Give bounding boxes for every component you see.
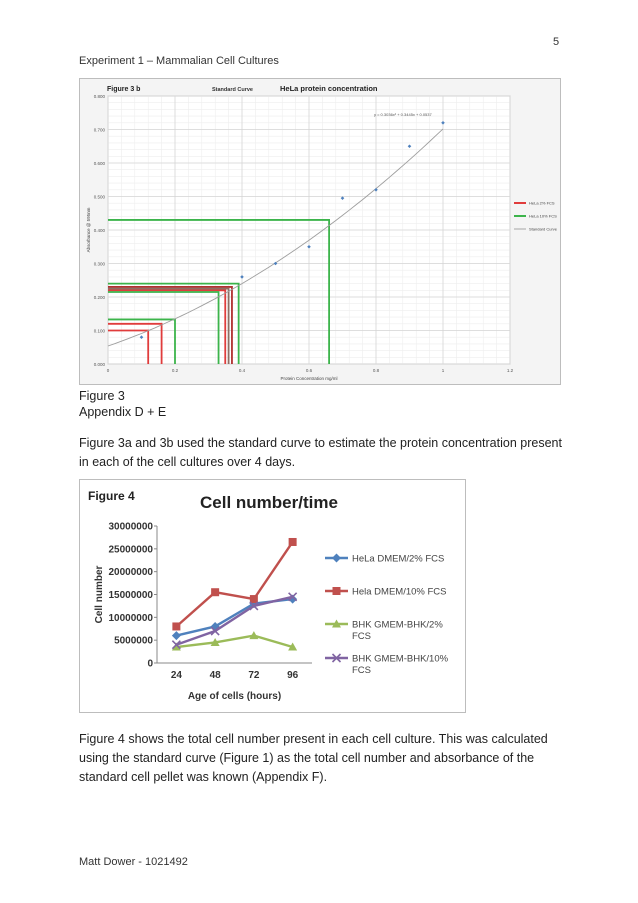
y-tick-label: 5000000 <box>114 635 153 647</box>
y-tick-label: 0.100 <box>93 328 105 334</box>
trendline-equation: y = 0.3036x² + 0.3445x + 0.0537 <box>374 112 432 117</box>
x-axis-title: Protein Concentration mg/ml <box>280 376 338 381</box>
figure-3-description: Figure 3a and 3b used the standard curve to estimate the protein concentration present in each of the cell cultures over 4 days. <box>79 436 562 469</box>
y-tick-label: 15000000 <box>108 590 153 601</box>
data-point <box>289 538 297 546</box>
x-tick-label: 1 <box>441 368 445 373</box>
y-axis-title: Absorbance @ 595nm <box>86 207 91 253</box>
y-tick-label: 0.800 <box>93 94 105 99</box>
x-tick-label: 0.2 <box>171 368 179 373</box>
y-tick-label: 0.600 <box>93 161 105 166</box>
chart-title: HeLa protein concentration <box>280 84 378 93</box>
legend-label: Standard Curve <box>529 226 558 232</box>
y-tick-label: 0.000 <box>93 362 105 367</box>
x-tick-label: 1.2 <box>506 368 514 373</box>
figure-label: Figure 4 <box>88 489 135 503</box>
figure-3b-svg <box>80 79 560 384</box>
x-tick-label: 72 <box>248 670 260 681</box>
x-axis-title: Age of cells (hours) <box>187 691 282 702</box>
x-tick-label: 48 <box>209 670 221 681</box>
y-tick-label: 0 <box>147 658 153 670</box>
series-line <box>176 597 292 645</box>
data-point <box>172 631 181 640</box>
data-point <box>211 588 219 596</box>
figure-3-appendix: Appendix D + E <box>79 405 167 419</box>
y-tick-label: 10000000 <box>108 612 153 624</box>
y-tick-label: 0.200 <box>93 295 105 300</box>
y-tick-label: 0.300 <box>93 261 105 267</box>
legend-marker <box>333 587 341 595</box>
y-tick-label: 0.500 <box>93 194 105 200</box>
legend-label-continued: FCS <box>352 665 371 676</box>
figure-3-caption: Figure 3 <box>79 389 125 403</box>
figure-label: Figure 3 b <box>107 86 141 93</box>
x-tick-label: 0 <box>106 368 110 373</box>
x-tick-label: 96 <box>287 670 299 681</box>
chart-title: Cell number/time <box>200 493 338 512</box>
y-tick-label: 30000000 <box>108 521 153 533</box>
legend-label: BHK GMEM-BHK/2% <box>352 619 443 631</box>
figure-4-svg <box>80 480 465 712</box>
figure-3b-chart <box>79 78 561 385</box>
figure-4-chart <box>79 479 466 713</box>
figure-4-description: Figure 4 shows the total cell number present in each cell culture. This was calculated using the standard curve (Figure 1) as the total cell number and absorbance of the standard cell pellet was known (Appendix F). <box>79 732 548 784</box>
page-number: 5 <box>553 36 560 48</box>
y-tick-label: 0.400 <box>93 228 105 233</box>
y-axis-title: Cell number <box>94 565 105 624</box>
legend-label: Hela DMEM/10% FCS <box>352 586 447 598</box>
y-tick-label: 25000000 <box>108 544 153 556</box>
legend-label: BHK GMEM-BHK/10% <box>352 653 449 665</box>
legend-label-continued: FCS <box>352 631 371 642</box>
page-header: Experiment 1 – Mammalian Cell Cultures <box>79 55 279 67</box>
data-point <box>250 595 258 603</box>
legend-label: HeLa DMEM/2% FCS <box>352 553 445 565</box>
x-tick-label: 0.4 <box>238 368 246 373</box>
page-footer: Matt Dower - 1021492 <box>79 856 188 868</box>
x-tick-label: 24 <box>170 670 182 681</box>
x-tick-label: 0.8 <box>372 368 380 373</box>
y-tick-label: 0.700 <box>93 127 105 133</box>
legend-label: HeLa 10% FCS <box>529 213 557 219</box>
y-tick-label: 20000000 <box>108 567 153 579</box>
legend-marker <box>332 554 341 563</box>
x-tick-label: 0.6 <box>305 368 313 373</box>
legend-label: HeLa 2% FCS <box>529 200 555 206</box>
data-point <box>172 622 180 630</box>
chart-subtitle: Standard Curve <box>212 87 253 93</box>
